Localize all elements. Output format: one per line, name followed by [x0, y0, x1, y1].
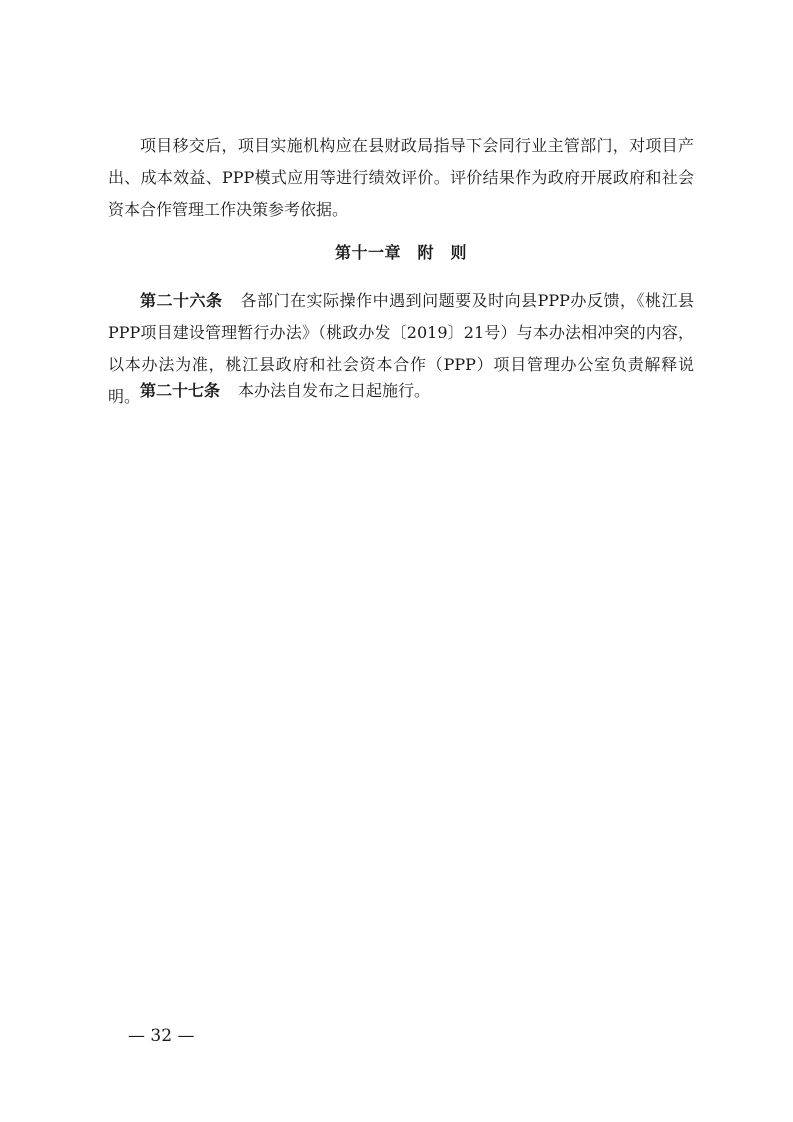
article-26-text: 各部门在实际操作中遇到问题要及时向县PPP办反馈，《桃江县PPP项目建设管理暂行办法》（桃政办发〔2019〕21号）与本办法相冲突的内容，以本办法为准，桃江县政府和社会资本合作（PPP）项目管理办公室负责解释说明。: [108, 291, 694, 406]
chapter-title: 第十一章 附 则: [334, 243, 467, 262]
article-27-heading: 第二十七条: [140, 381, 221, 400]
article-27-text: 本办法自发布之日起施行。: [238, 381, 431, 400]
body-paragraph: 项目移交后，项目实施机构应在县财政局指导下会同行业主管部门，对项目产出、成本效益、PPP模式应用等进行绩效评价。评价结果作为政府开展政府和社会资本合作管理工作决策参考依据。: [108, 136, 694, 219]
article-26-heading: 第二十六条: [140, 291, 223, 310]
article-27: [108, 375, 694, 407]
page-number: — 32 —: [128, 1026, 195, 1046]
